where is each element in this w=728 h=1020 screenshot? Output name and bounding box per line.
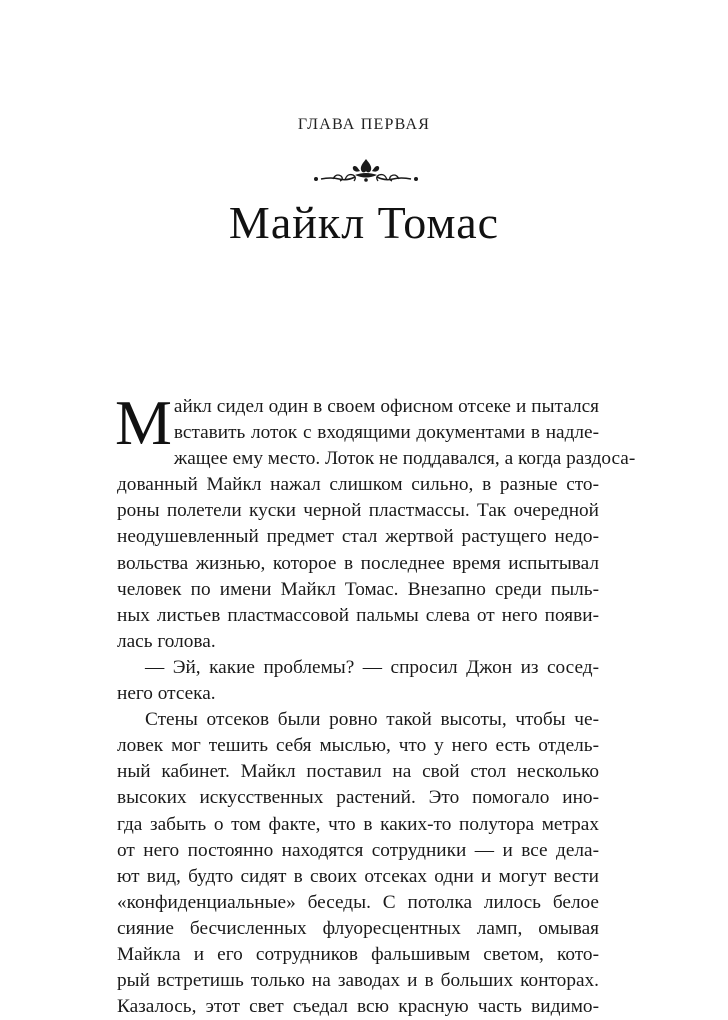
text-line: человек по имени Майкл Томас. Внезапно среди пыль- bbox=[117, 578, 599, 600]
text-line: дованный Майкл нажал слишком сильно, в разные сто- bbox=[117, 474, 599, 496]
paragraph-1 bbox=[115, 387, 636, 655]
text-line: лась голова. bbox=[117, 630, 216, 652]
text-line: высоких искусственных растений. Это помогало ино- bbox=[117, 787, 599, 809]
text-line: роны полетели куски черной пластмассы. Так очередной bbox=[117, 500, 599, 522]
text-line: сияние бесчисленных флуоресцентных ламп, омывая bbox=[117, 917, 599, 939]
text-line: Майкла и его сотрудников фальшивым светом, кото- bbox=[117, 943, 599, 965]
text-line: Стены отсеков были ровно такой высоты, чтобы че- bbox=[145, 709, 599, 731]
text-line: айкл сидел один в своем офисном отсеке и пытался bbox=[173, 396, 599, 417]
text-line: вставить лоток с входящими документами в надле- bbox=[173, 422, 599, 444]
text-line: ных листьев пластмассовой пальмы слева от него появи- bbox=[117, 604, 599, 626]
text-line: вольства жизнью, которое в последнее время испытывал bbox=[117, 552, 599, 574]
text-line: — Эй, какие проблемы? — спросил Джон из сосед- bbox=[145, 656, 599, 678]
drop-cap: М bbox=[115, 387, 172, 458]
chapter-title: Майкл Томас bbox=[228, 197, 500, 248]
text-line: «конфиденциальные» беседы. С потолка лилось белое bbox=[117, 891, 599, 913]
text-line: ный кабинет. Майкл поставил на свой стол несколько bbox=[117, 761, 599, 783]
text-line: неодушевленный предмет стал жертвой растущего недо- bbox=[117, 526, 599, 548]
text-line: от него постоянно находятся сотрудники — и все дела- bbox=[117, 839, 599, 861]
text-line: ют вид, будто сидят в своих отсеках одни и могут вести bbox=[117, 865, 599, 887]
body-text bbox=[115, 387, 636, 1020]
fleuron-ornament-icon bbox=[311, 153, 421, 187]
text-line: него отсека. bbox=[117, 683, 216, 705]
paragraph-2 bbox=[117, 655, 599, 707]
text-line: рый встретишь только на заводах и в больших конторах. bbox=[117, 970, 599, 992]
chapter-label: ГЛАВА ПЕРВАЯ bbox=[297, 116, 431, 133]
text-line: жащее ему место. Лоток не поддавался, а когда раздоса- bbox=[173, 448, 636, 470]
text-line: ловек мог тешить себя мыслью, что у него есть отдель- bbox=[117, 735, 599, 757]
text-line: гда забыть о том факте, что в каких-то полутора метрах bbox=[117, 813, 599, 835]
text-line: Казалось, этот свет съедал всю красную часть видимо- bbox=[117, 996, 599, 1018]
paragraph-3 bbox=[117, 707, 599, 1020]
